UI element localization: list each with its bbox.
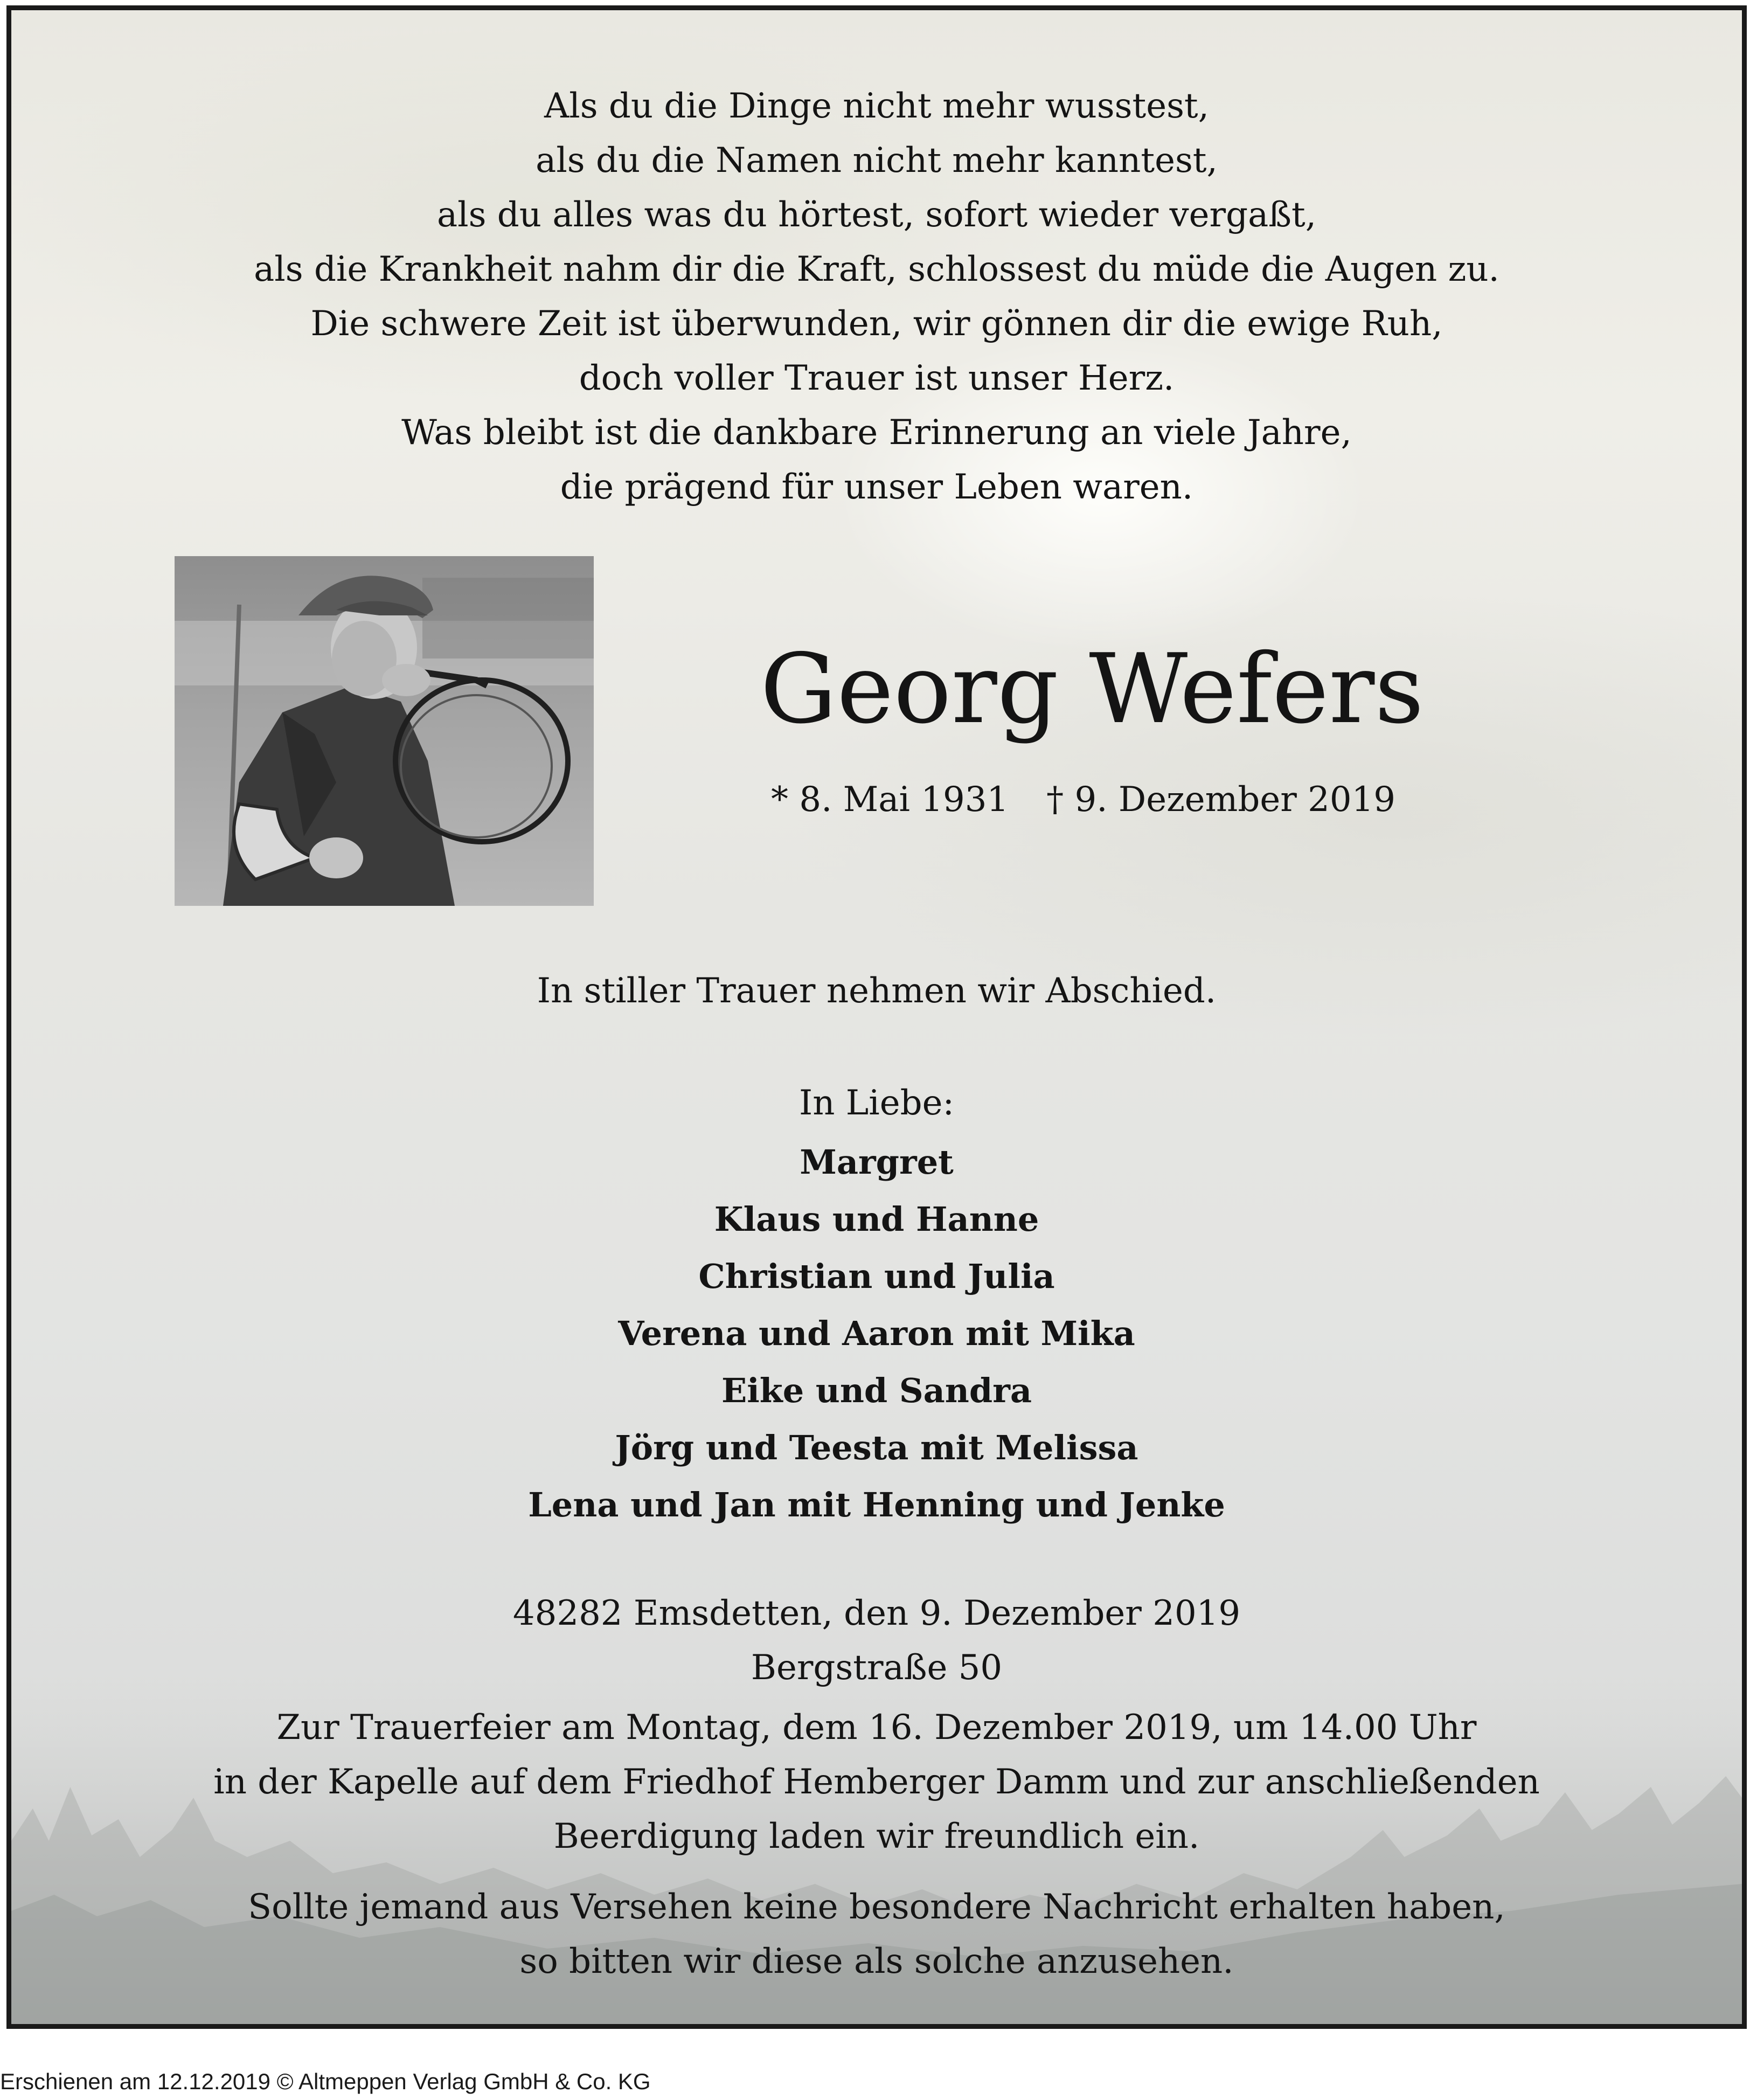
portrait-image [175, 556, 594, 906]
poem-line: als du die Namen nicht mehr kanntest, [536, 141, 1218, 181]
notification-note [11, 1880, 1742, 1989]
family-name: Margret [800, 1142, 954, 1182]
family-name: Eike und Sandra [721, 1371, 1032, 1410]
obituary-notice [6, 5, 1747, 2029]
ceremony-line: Zur Trauerfeier am Montag, dem 16. Dezember 2019, um 14.00 Uhr [276, 1708, 1477, 1748]
poem-line: doch voller Trauer ist unser Herz. [579, 358, 1175, 398]
poem-line: Was bleibt ist die dankbare Erinnerung an viele Jahre, [401, 413, 1352, 453]
portrait-photo [175, 556, 594, 906]
family-name: Christian und Julia [698, 1257, 1055, 1296]
death-date: † 9. Dezember 2019 [1046, 780, 1395, 820]
note-line: Sollte jemand aus Versehen keine besondere Nachricht erhalten haben, [248, 1887, 1505, 1927]
ceremony-line: Beerdigung laden wir freundlich ein. [553, 1817, 1200, 1856]
place-date [11, 1586, 1742, 1695]
family-intro: In Liebe: [798, 1083, 955, 1123]
city-date: 48282 Emsdetten, den 9. Dezember 2019 [512, 1593, 1241, 1633]
family-name: Jörg und Teesta mit Melissa [615, 1428, 1138, 1467]
family-name: Verena und Aaron mit Mika [618, 1314, 1135, 1353]
family-name: Klaus und Hanne [714, 1200, 1039, 1239]
poem-line: als du alles was du hörtest, sofort wieder vergaßt, [436, 195, 1317, 235]
family-names [11, 1134, 1742, 1534]
poem-line: Als du die Dinge nicht mehr wusstest, [544, 86, 1209, 126]
ceremony-info [11, 1701, 1742, 1864]
publication-footer: Erschienen am 12.12.2019 © Altmeppen Verlag GmbH & Co. KG [0, 2069, 651, 2094]
deceased-name: Georg Wefers [760, 633, 1424, 745]
birth-date: * 8. Mai 1931 [771, 780, 1009, 820]
family-name: Lena und Jan mit Henning und Jenke [528, 1485, 1225, 1524]
poem [11, 79, 1742, 515]
note-line: so bitten wir diese als solche anzusehen. [519, 1942, 1234, 1981]
poem-line: Die schwere Zeit ist überwunden, wir gönnen dir die ewige Ruh, [310, 304, 1443, 344]
ceremony-line: in der Kapelle auf dem Friedhof Hemberger Damm und zur anschließenden [213, 1762, 1540, 1802]
poem-line: als die Krankheit nahm dir die Kraft, schlossest du müde die Augen zu. [254, 249, 1499, 289]
farewell-text: In stiller Trauer nehmen wir Abschied. [537, 971, 1217, 1011]
poem-line: die prägend für unser Leben waren. [560, 467, 1193, 507]
street-address: Bergstraße 50 [751, 1648, 1003, 1688]
life-dates [771, 775, 1395, 824]
